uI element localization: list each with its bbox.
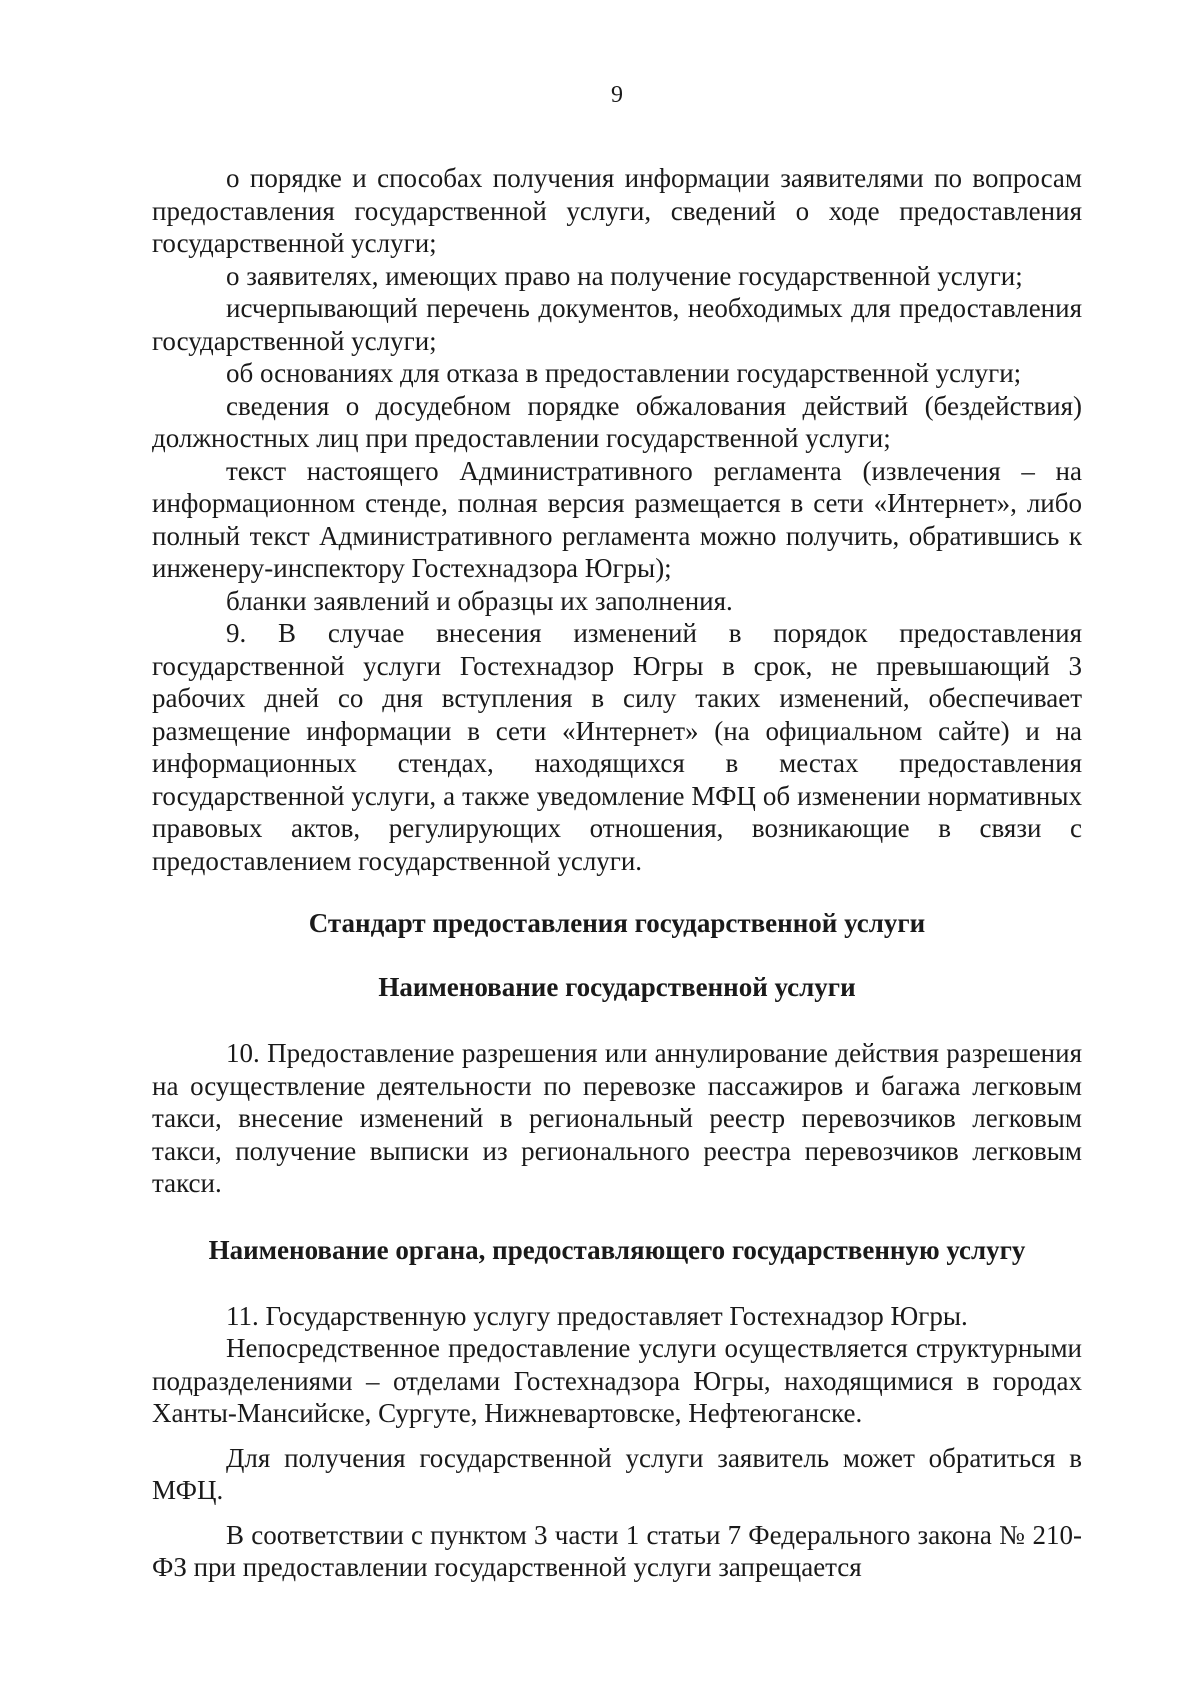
paragraph-structural-units: Непосредственное предоставление услуги осуществляется структурными подразделениями – отделами Гостехнадзора Югры, находящимися в городах Ханты-Мансийске, Сургуте, Нижневартовске, Нефтеюганске. (152, 1333, 1082, 1428)
paragraph-federal-law: В соответствии с пунктом 3 части 1 статьи 7 Федерального закона № 210-ФЗ при предоставлении государственной услуги запрещается (152, 1519, 1082, 1582)
paragraph-refusal-grounds: об основаниях для отказа в предоставлении государственной услуги; (226, 358, 1022, 388)
paragraph-forms: бланки заявлений и образцы их заполнения. (226, 585, 733, 616)
paragraph-9: 9. В случае внесения изменений в порядок предоставления государственной услуги Гостехнадзор Югры в срок, не превышающий 3 рабочих дней со дня вступления в силу таких изменений, обеспечивает размещение информации в сети «Интернет» (на официальном сайте) и на информационных стендах, находящихся в местах предоставления государственной услуги, а также уведомление МФЦ об изменении нормативных правовых актов, регулирующих отношения, возникающие в связи с предоставлением государственной услуги. (152, 618, 1082, 876)
paragraph-documents-list: исчерпывающий перечень документов, необходимых для предоставления государственной услуги; (152, 293, 1082, 356)
paragraph-regulation-text: текст настоящего Административного регламента (извлечения – на информационном стенде, полная версия размещается в сети «Интернет», либо полный текст Административного регламента можно получить, обратившись к инженеру-инспектору Гостехнадзора Югры); (152, 455, 1082, 583)
paragraph-10: 10. Предоставление разрешения или аннулирование действия разрешения на осуществление деятельности по перевозке пассажиров и багажа легковым такси, внесение изменений в региональный реестр перевозчиков легковым такси, получение выписки из регионального реестра перевозчиков легковым такси. (152, 1038, 1082, 1198)
page-number: 9 (611, 82, 623, 108)
paragraph-11: 11. Государственную услугу предоставляет Гостехнадзор Югры. (226, 1300, 968, 1331)
paragraph-applicants: о заявителях, имеющих право на получение государственной услуги; (226, 260, 1023, 291)
paragraph-info-procedure: о порядке и способах получения информации заявителями по вопросам предоставления государственной услуги, сведений о ходе предоставления государственной услуги; (152, 163, 1082, 258)
heading-service-name: Наименование государственной услуги (378, 972, 856, 1002)
heading-standard: Стандарт предоставления государственной услуги (308, 908, 926, 938)
paragraph-mfc: Для получения государственной услуги заявитель может обратиться в МФЦ. (152, 1442, 1082, 1505)
heading-organ: Наименование органа, предоставляющего государственную услугу (208, 1234, 1026, 1265)
paragraph-appeal-procedure: сведения о досудебном порядке обжалования действий (бездействия) должностных лиц при предоставлении государственной услуги; (152, 390, 1082, 453)
